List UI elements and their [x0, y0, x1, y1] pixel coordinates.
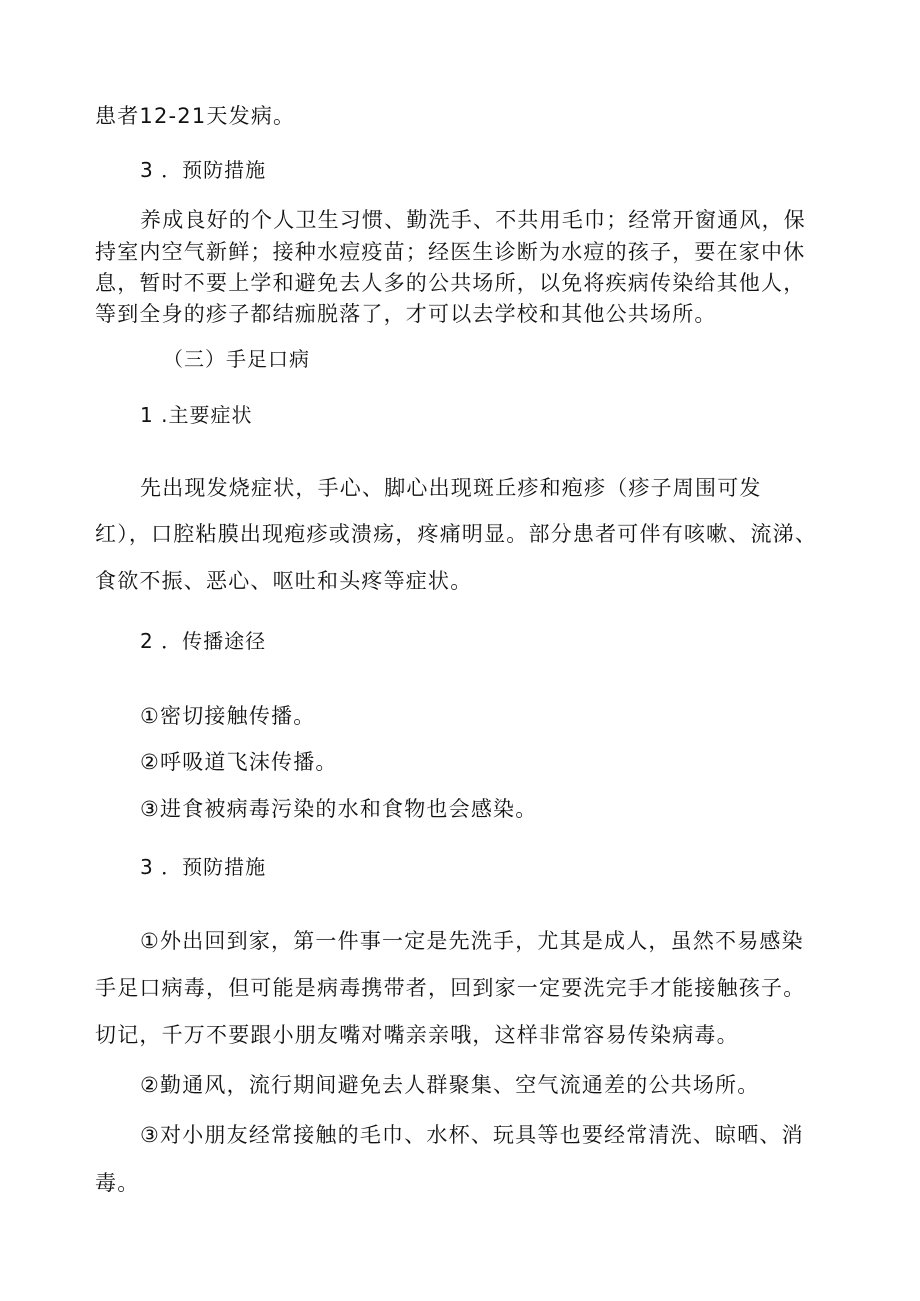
text-line: 持室内空气新鲜；接种水痘疫苗；经医生诊断为水痘的孩子，要在家中休 — [95, 240, 806, 264]
text-line: ①外出回到家，第一件事一定是先洗手，尤其是成人，虽然不易感染 — [140, 929, 804, 953]
text-line: 切记，千万不要跟小朋友嘴对嘴亲亲哦，这样非常容易传染病毒。 — [95, 1023, 739, 1047]
text-line: 手足口病毒，但可能是病毒携带者，回到家一定要洗完手才能接触孩子。 — [95, 976, 806, 1000]
text-line: ③进食被病毒污染的水和食物也会感染。 — [140, 797, 538, 821]
section-heading: 2 ．传播途径 — [140, 629, 267, 653]
text-line: ①密切接触传播。 — [140, 704, 316, 728]
text-line: 息，暂时不要上学和避免去人多的公共场所，以免将疾病传染给其他人， — [95, 271, 806, 295]
text-line: 食欲不振、恶心、呕吐和头疼等症状。 — [95, 569, 473, 593]
section-heading: 3 ．预防措施 — [140, 158, 267, 182]
text-line: 等到全身的疹子都结痂脱落了，才可以去学校和其他公共场所。 — [95, 302, 717, 326]
text-line: ②勤通风，流行期间避免去人群聚集、空气流通差的公共场所。 — [140, 1073, 760, 1097]
text-line: 患者12-21天发病。 — [95, 104, 296, 128]
text-line: 养成良好的个人卫生习惯、勤洗手、不共用毛巾；经常开窗通风，保 — [140, 208, 806, 232]
text-line: 毒。 — [95, 1171, 140, 1195]
text-line: ②呼吸道飞沫传播。 — [140, 750, 338, 774]
text-line: ③对小朋友经常接触的毛巾、水杯、玩具等也要经常清洗、晾晒、消 — [140, 1123, 804, 1147]
text-line: 红），口腔粘膜出现疱疹或溃疡，疼痛明显。部分患者可伴有咳嗽、流涕、 — [95, 522, 818, 546]
section-heading: 3 ．预防措施 — [140, 855, 267, 879]
section-heading: （三）手足口病 — [163, 347, 310, 371]
text-line: 先出现发烧症状，手心、脚心出现斑丘疹和疱疹（疹子周围可发 — [140, 476, 762, 500]
section-heading: 1 .主要症状 — [140, 403, 253, 427]
